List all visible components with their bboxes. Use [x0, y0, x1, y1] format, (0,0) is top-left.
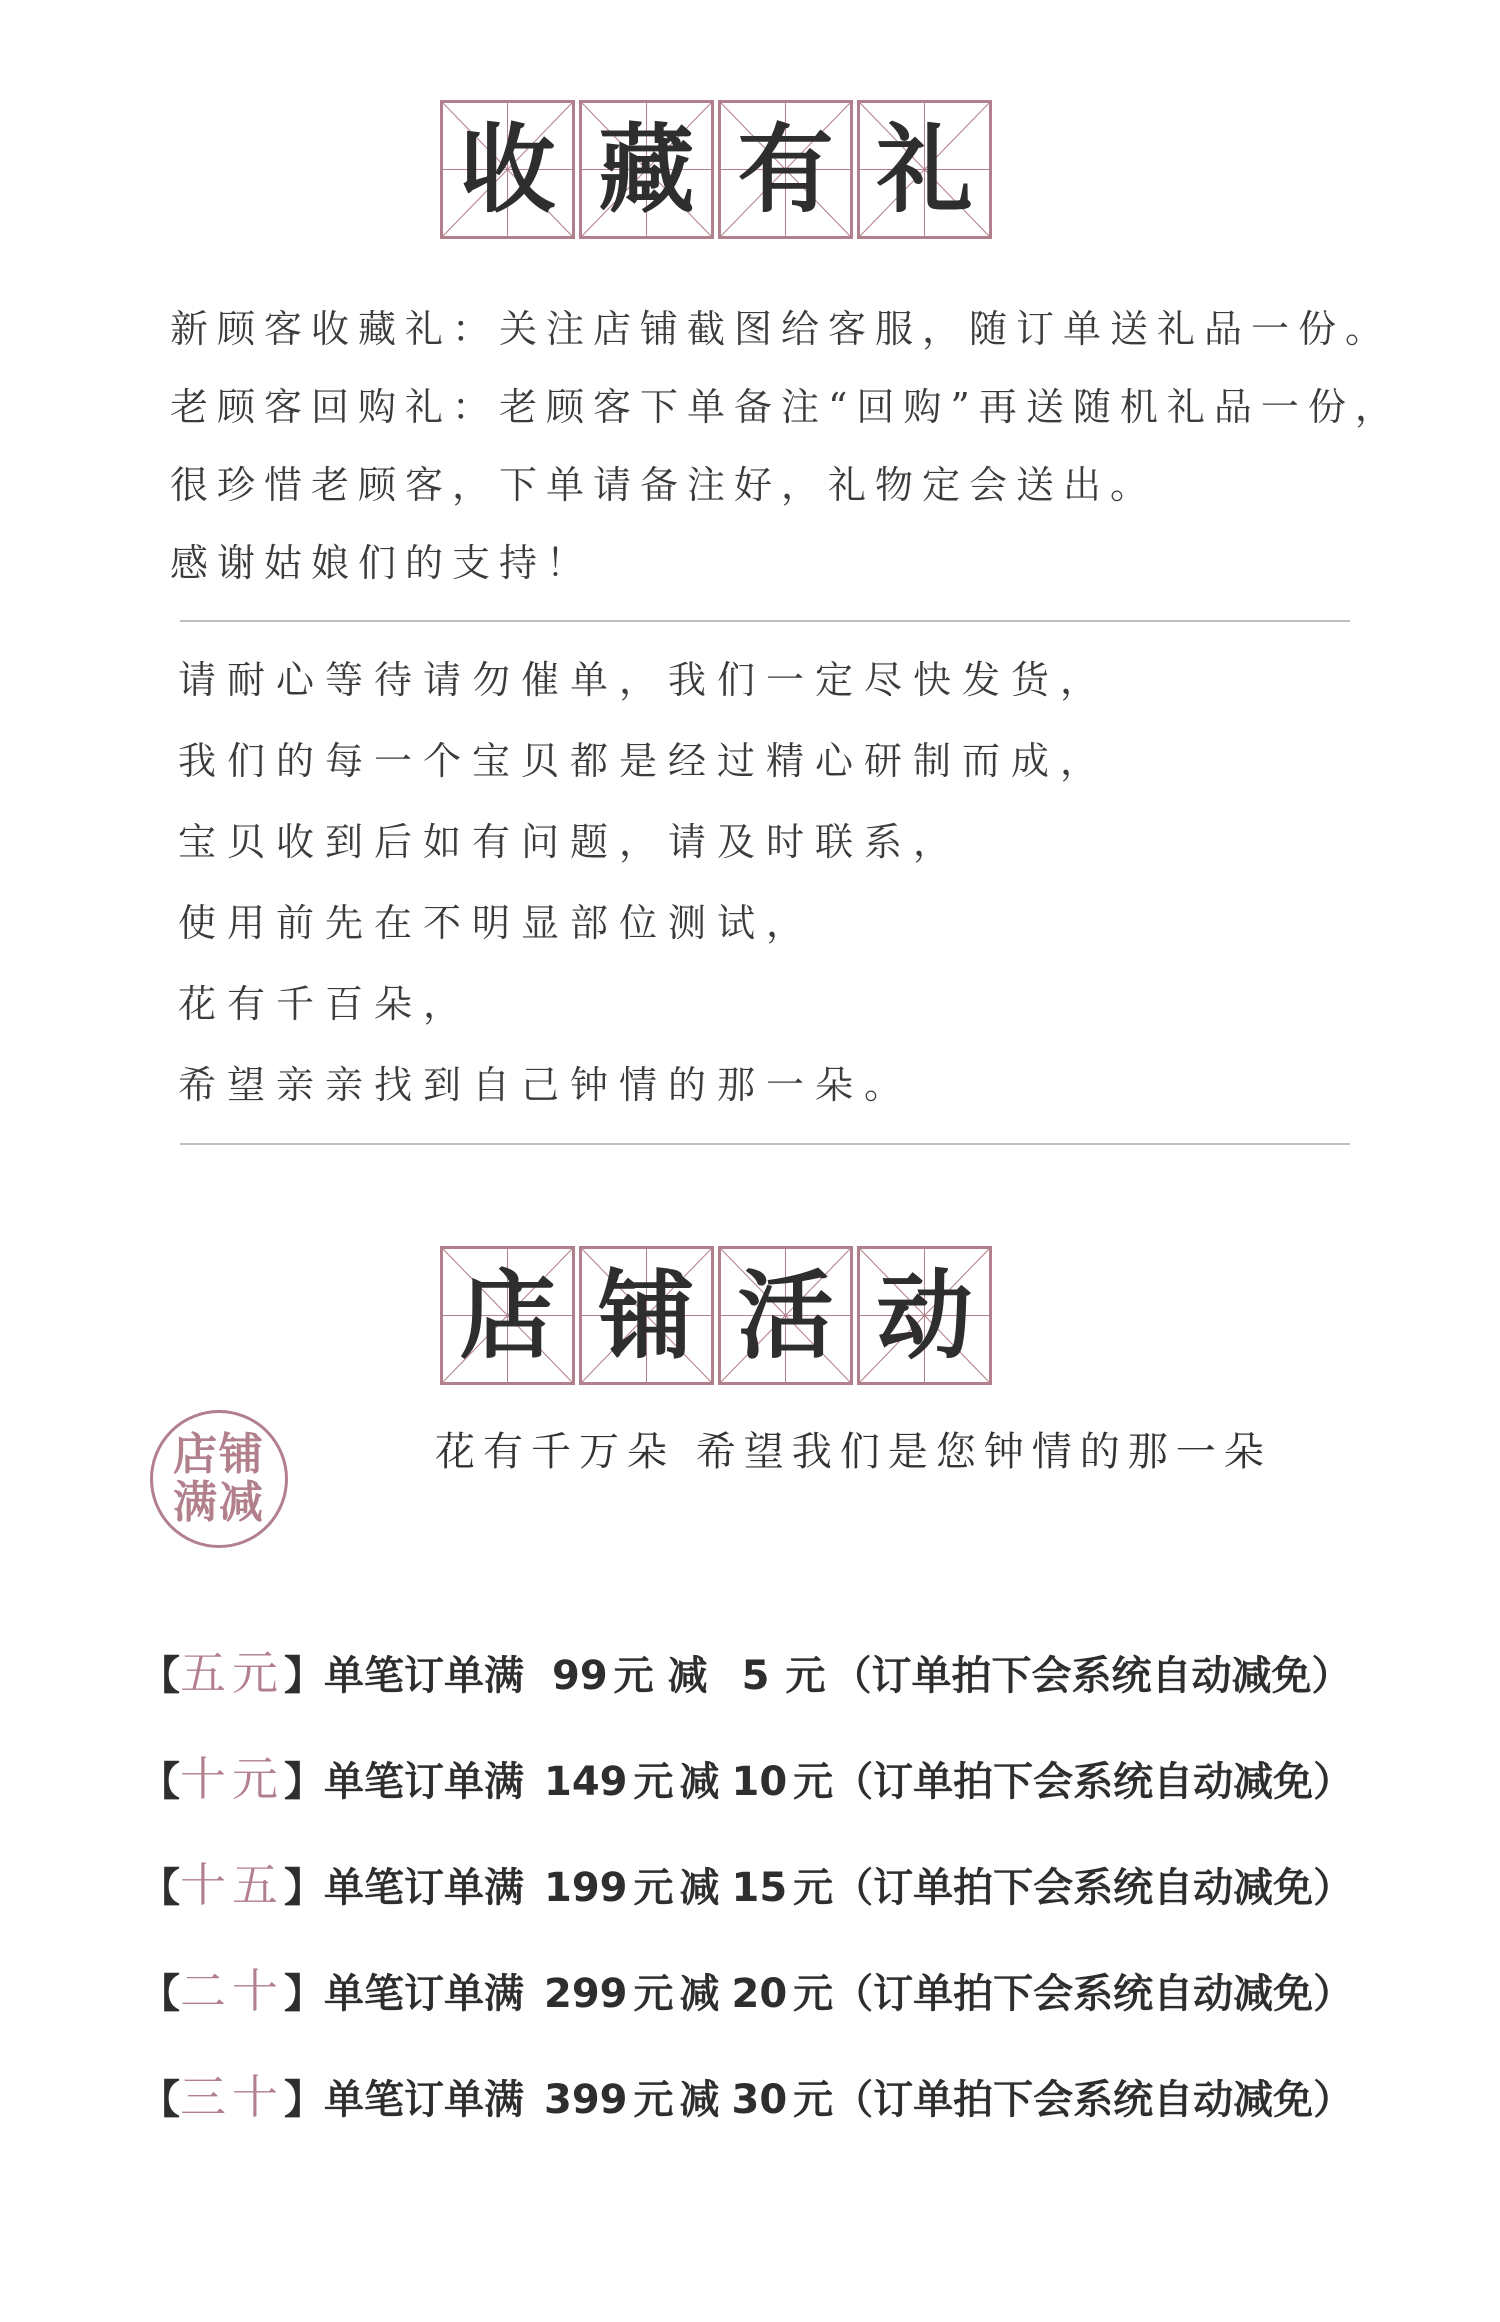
title-char-box	[440, 1246, 575, 1385]
promo-unit: 元	[633, 1759, 674, 1805]
promo-threshold: 99	[552, 1653, 608, 1699]
promo-threshold: 299	[544, 1971, 628, 2017]
stamp-dianpu-manjian	[150, 1410, 288, 1548]
promo-unit: 元	[633, 2077, 674, 2123]
title-char-box	[579, 1246, 714, 1385]
promo-unit: 元	[793, 1971, 834, 2017]
promo-prefix: 单笔订单满	[324, 2077, 524, 2123]
title-char-box	[718, 100, 853, 239]
title-char: 收	[459, 112, 556, 226]
title-char: 有	[737, 112, 834, 226]
gift-line: 新顾客收藏礼：关注店铺截图给客服，随订单送礼品一份。	[170, 307, 1393, 351]
title-char-box	[579, 100, 714, 239]
promo-tier: 十五	[180, 1858, 284, 1912]
promo-unit: 元	[793, 1865, 834, 1911]
promo-discount: 30	[731, 2077, 788, 2123]
promo-prefix: 单笔订单满	[324, 1865, 524, 1911]
notice-line: 花有千百朵，	[178, 982, 473, 1026]
promo-mid: 减	[667, 1653, 708, 1699]
notice-line: 使用前先在不明显部位测试，	[178, 901, 816, 945]
promo-row: 【二十】单笔订单满 299 元 减 20 元（订单拍下会系统自动减免）	[140, 1964, 1354, 2018]
promo-prefix: 单笔订单满	[324, 1971, 524, 2017]
promo-threshold: 199	[544, 1865, 628, 1911]
title-char: 礼	[876, 112, 973, 226]
notice-line: 希望亲亲找到自己钟情的那一朵。	[178, 1063, 914, 1107]
gift-line: 老顾客回购礼：老顾客下单备注“回购”再送随机礼品一份，	[170, 385, 1402, 429]
title-char: 活	[737, 1258, 834, 1372]
promo-note: （订单拍下会系统自动减免）	[831, 1653, 1352, 1699]
promo-list	[140, 1620, 1353, 2150]
gift-line: 感谢姑娘们的支持！	[170, 541, 594, 585]
gift-policy-text	[170, 290, 1402, 602]
promo-discount: 20	[731, 1971, 788, 2017]
title-char: 藏	[598, 112, 695, 226]
title-dianpu-huodong	[440, 1246, 996, 1385]
promo-row: 【十五】单笔订单满 199 元 减 15 元（订单拍下会系统自动减免）	[140, 1858, 1354, 1912]
promo-row: 【三十】单笔订单满 399 元 减 30 元（订单拍下会系统自动减免）	[140, 2070, 1354, 2124]
promo-note: （订单拍下会系统自动减免）	[833, 2077, 1354, 2123]
slogan: 花有千万朵 希望我们是您钟情的那一朵	[435, 1429, 1272, 1475]
promo-prefix: 单笔订单满	[324, 1759, 524, 1805]
shipping-notice-text	[178, 640, 1109, 1126]
title-shoucang-youli	[440, 100, 996, 239]
promo-row: 【五元】单笔订单满 99 元 减 5 元 （订单拍下会系统自动减免）	[140, 1646, 1352, 1700]
promo-mid: 减	[679, 1759, 720, 1805]
promo-tier: 十元	[180, 1752, 284, 1806]
divider	[180, 1143, 1350, 1145]
stamp-text: 店铺满减	[173, 1429, 265, 1528]
promo-threshold: 399	[544, 2077, 628, 2123]
promo-unit: 元	[793, 1759, 834, 1805]
notice-line: 请耐心等待请勿催单，我们一定尽快发货，	[178, 658, 1110, 702]
title-char: 店	[459, 1258, 556, 1372]
promo-discount: 10	[731, 1759, 788, 1805]
promo-unit: 元	[793, 2077, 834, 2123]
promo-unit: 元	[633, 1865, 674, 1911]
promo-row: 【十元】单笔订单满 149 元 减 10 元（订单拍下会系统自动减免）	[140, 1752, 1354, 1806]
title-char-box	[857, 1246, 992, 1385]
promo-mid: 减	[679, 1865, 720, 1911]
promo-note: （订单拍下会系统自动减免）	[833, 1865, 1354, 1911]
promo-unit: 元	[633, 1971, 674, 2017]
promo-tier: 三十	[180, 2070, 284, 2124]
divider	[180, 620, 1350, 622]
title-char: 动	[876, 1258, 973, 1372]
notice-line: 我们的每一个宝贝都是经过精心研制而成，	[178, 739, 1110, 783]
promo-tier: 二十	[180, 1964, 284, 2018]
promo-unit: 元	[785, 1653, 826, 1699]
title-char-box	[857, 100, 992, 239]
promo-mid: 减	[679, 1971, 720, 2017]
promo-note: （订单拍下会系统自动减免）	[833, 1971, 1354, 2017]
title-char-box	[440, 100, 575, 239]
promo-threshold: 149	[544, 1759, 628, 1805]
promo-prefix: 单笔订单满	[324, 1653, 524, 1699]
promo-discount: 15	[731, 1865, 788, 1911]
promo-unit: 元	[613, 1653, 654, 1699]
title-char: 铺	[598, 1258, 695, 1372]
promo-note: （订单拍下会系统自动减免）	[833, 1759, 1354, 1805]
notice-line: 宝贝收到后如有问题，请及时联系，	[178, 820, 963, 864]
title-char-box	[718, 1246, 853, 1385]
promo-tier: 五元	[180, 1646, 284, 1700]
promo-mid: 减	[679, 2077, 720, 2123]
promo-discount: 5	[741, 1653, 770, 1699]
gift-line: 很珍惜老顾客，下单请备注好，礼物定会送出。	[170, 463, 1158, 507]
